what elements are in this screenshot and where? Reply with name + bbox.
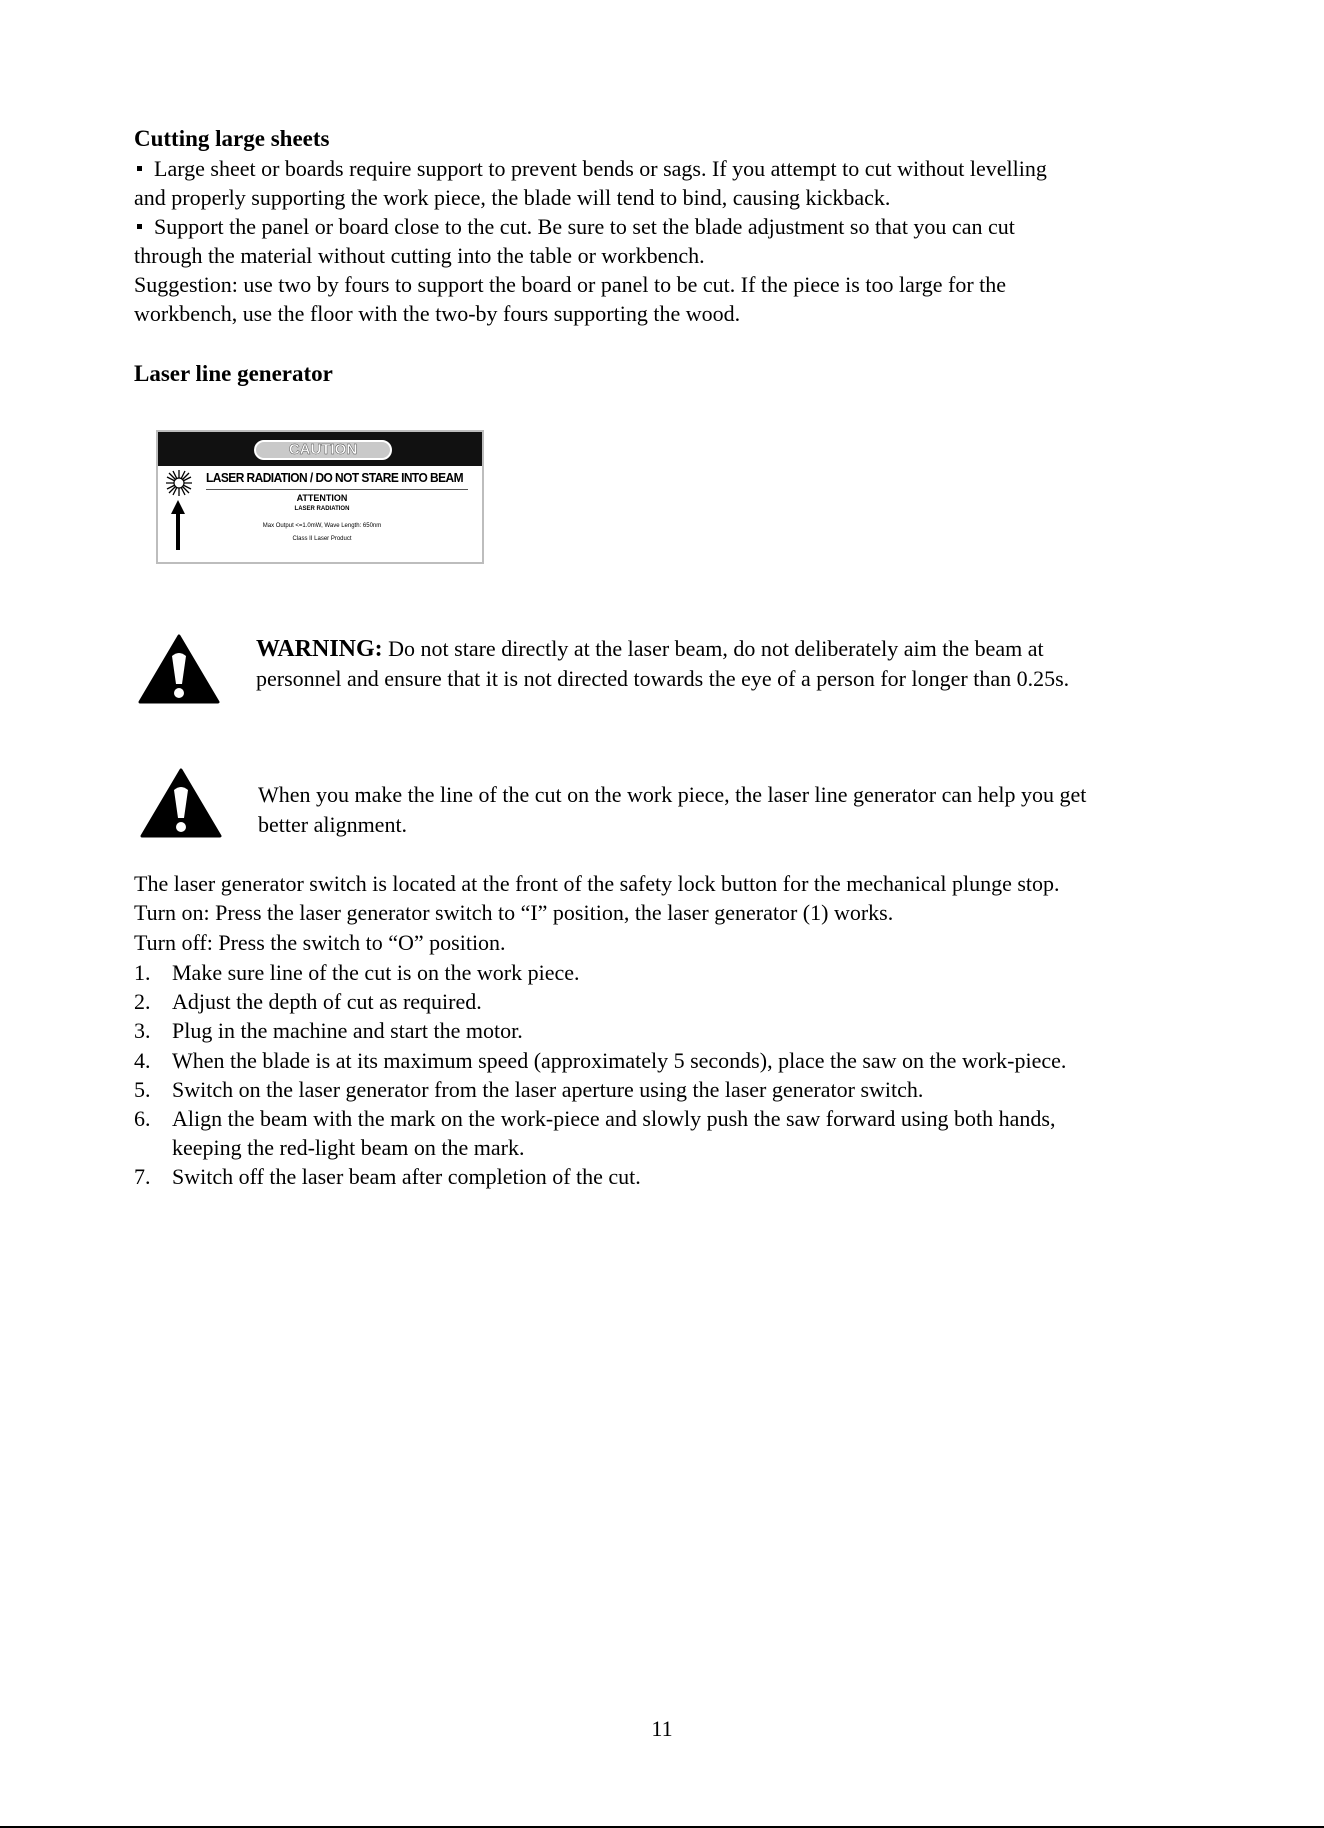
step-item <box>134 1016 523 1045</box>
step-number: 5. <box>134 1077 151 1102</box>
warning-text-line1: Do not stare directly at the laser beam, do not deliberately aim the beam at <box>382 636 1044 661</box>
suggestion-text: Suggestion: use two by fours to support the board or panel to be cut. If the piece is too large for the <box>134 272 1007 297</box>
step-number: 6. <box>134 1106 151 1131</box>
step-item <box>134 1046 1066 1075</box>
tip-text-line1: When you make the line of the cut on the work piece, the laser line generator can help you get <box>258 782 1087 807</box>
bullet-item <box>134 212 1015 241</box>
warning-text <box>256 634 1044 664</box>
body-text-turn-off: Turn off: Press the switch to “O” position. <box>134 930 506 955</box>
step-number: 4. <box>134 1048 151 1073</box>
step-item <box>134 1104 1055 1133</box>
step-text-continued: keeping the red-light beam on the mark. <box>172 1135 525 1160</box>
body-text-turn-on: Turn on: Press the laser generator switch to “I” position, the laser generator (1) works. <box>134 900 894 925</box>
bullet-text-continued: and properly supporting the work piece, the blade will tend to bind, causing kickback. <box>134 185 891 210</box>
caution-specs-text: Max Output <=1.0mW, Wave Length: 650nm <box>262 523 382 529</box>
step-number: 2. <box>134 989 151 1014</box>
bullet-square-icon <box>137 224 142 229</box>
step-item <box>134 1075 923 1104</box>
step-text: When the blade is at its maximum speed (approximately 5 seconds), place the saw on the work-piece. <box>172 1048 1067 1073</box>
caution-laser-radiation-text: LASER RADIATION <box>294 506 350 512</box>
step-text: Switch off the laser beam after completion of the cut. <box>172 1164 641 1189</box>
step-text: Adjust the depth of cut as required. <box>172 989 482 1014</box>
caution-attention-text: ATTENTION <box>296 493 348 503</box>
warning-text-line2: personnel and ensure that it is not directed towards the eye of a person for longer than 0.25s. <box>256 666 1070 691</box>
step-text: Plug in the machine and start the motor. <box>172 1018 523 1043</box>
step-number: 1. <box>134 960 151 985</box>
caution-label-image <box>156 430 484 564</box>
warning-triangle-icon <box>138 634 220 704</box>
page-number: 11 <box>651 1716 673 1741</box>
warning-label: WARNING: <box>256 636 383 662</box>
body-text-switch-location: The laser generator switch is located at the front of the safety lock button for the mechanical plunge stop. <box>134 871 1060 896</box>
section-heading-laser-line-generator: Laser line generator <box>134 361 333 386</box>
warning-triangle-icon <box>140 768 222 838</box>
step-item <box>134 1162 641 1191</box>
caution-class-text: Class II Laser Product <box>292 536 352 542</box>
suggestion-text-continued: workbench, use the floor with the two-by fours supporting the wood. <box>134 301 741 326</box>
bullet-text-continued: through the material without cutting into the table or workbench. <box>134 243 705 268</box>
bullet-item <box>134 154 1047 183</box>
step-text: Align the beam with the mark on the work-piece and slowly push the saw forward using both hands, <box>172 1106 1056 1131</box>
caution-banner <box>158 432 482 466</box>
step-item <box>134 958 579 987</box>
tip-text-line2: better alignment. <box>258 812 408 837</box>
caution-divider <box>206 489 468 490</box>
step-item <box>134 987 482 1016</box>
bullet-text: Large sheet or boards require support to prevent bends or sags. If you attempt to cut without levelling <box>154 156 1047 181</box>
step-number: 7. <box>134 1164 151 1189</box>
section-heading-cutting-large-sheets: Cutting large sheets <box>134 126 330 151</box>
step-text: Make sure line of the cut is on the work piece. <box>172 960 580 985</box>
step-text: Switch on the laser generator from the laser aperture using the laser generator switch. <box>172 1077 924 1102</box>
caution-pill <box>254 440 392 460</box>
caution-banner-text: CAUTION <box>288 441 358 458</box>
bullet-text: Support the panel or board close to the cut. Be sure to set the blade adjustment so that you can cut <box>154 214 1015 239</box>
step-number: 3. <box>134 1018 151 1043</box>
caution-main-text: LASER RADIATION / DO NOT STARE INTO BEAM <box>206 470 463 485</box>
bullet-square-icon <box>137 166 142 171</box>
